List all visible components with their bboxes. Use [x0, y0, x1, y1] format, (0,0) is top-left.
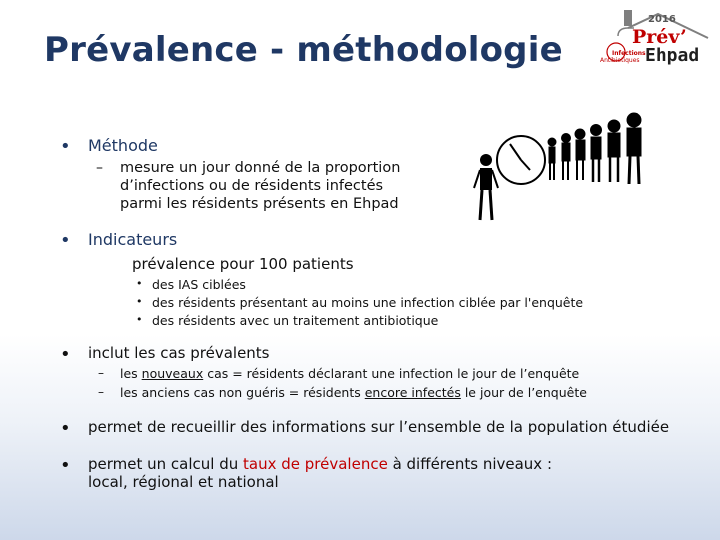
indicateurs-item-1: des IAS ciblées [152, 277, 246, 292]
indicateurs-item-2: des résidents présentant au moins une infection ciblée par l'enquête [152, 295, 584, 310]
cas-line-2: les anciens cas non guéris = résidents encore infectés le jour de l’enquête [120, 385, 587, 400]
people-clock-illustration [472, 108, 650, 226]
methode-heading: Méthode [88, 136, 158, 155]
methode-line-3: parmi les résidents présents en Ehpad [120, 196, 399, 212]
recueil-text: permet de recueillir des informations sur l’ensemble de la population étudiée [88, 418, 670, 436]
logo-ehpad-text: Ehpad [645, 45, 700, 66]
calcul-line-2: local, régional et national [88, 473, 279, 491]
bullet-icon: • [136, 313, 143, 326]
logo-year: 2016 [648, 14, 676, 25]
methode-line-1: mesure un jour donné de la proportion [120, 160, 401, 176]
cas-heading: inclut les cas prévalents [88, 344, 270, 362]
dash-icon: – [96, 160, 103, 176]
taux-de-prevalence-highlight: taux de prévalence [243, 455, 388, 473]
dash-icon: – [98, 366, 104, 380]
bullet-icon: • [60, 136, 71, 157]
bullet-icon: • [60, 230, 71, 251]
bullet-icon: • [136, 277, 143, 290]
page-title: Prévalence - méthodologie [44, 30, 563, 70]
calcul-line-1: permet un calcul du taux de prévalence à différents niveaux : [88, 455, 553, 473]
logo-caption-antibiotiques: Antibiotiques [600, 57, 640, 64]
bullet-icon: • [60, 418, 71, 439]
indicateurs-heading: Indicateurs [88, 230, 178, 249]
bullet-icon: • [60, 344, 71, 365]
logo-caption-infections: Infections [612, 50, 646, 57]
dash-icon: – [98, 385, 104, 399]
indicateurs-item-3: des résidents avec un traitement antibiotique [152, 313, 439, 328]
logo-prev-text: Prév’ [632, 26, 687, 48]
methode-line-2: d’infections ou de résidents infectés [120, 178, 384, 194]
bullet-icon: • [136, 295, 143, 308]
cas-line-1: les nouveaux cas = résidents déclarant une infection le jour de l’enquête [120, 366, 580, 381]
bullet-icon: • [60, 455, 71, 476]
indicateurs-subheading: prévalence pour 100 patients [132, 255, 354, 273]
